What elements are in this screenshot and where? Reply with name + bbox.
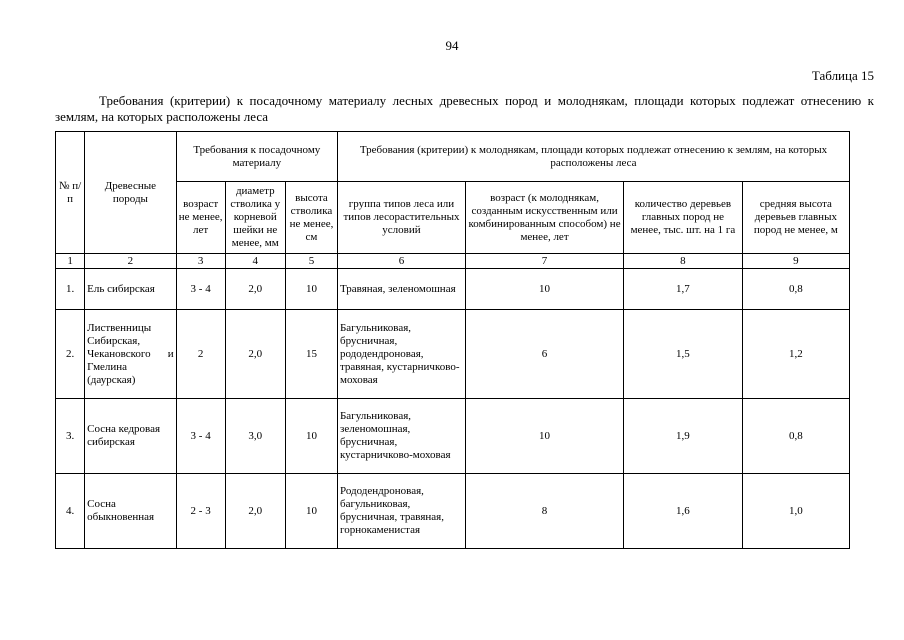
row-age: 3 - 4 bbox=[176, 399, 225, 474]
row-species: Ель сибирская bbox=[85, 269, 177, 310]
row-height: 15 bbox=[285, 310, 337, 399]
row-tree-count: 1,5 bbox=[624, 310, 743, 399]
column-number: 8 bbox=[624, 254, 743, 269]
row-diameter: 2,0 bbox=[225, 474, 285, 549]
row-height: 10 bbox=[285, 474, 337, 549]
row-young-age: 10 bbox=[465, 399, 623, 474]
row-age: 2 bbox=[176, 310, 225, 399]
column-number: 2 bbox=[85, 254, 177, 269]
header-tree-count: количество деревьев главных пород не менее, тыс. шт. на 1 га bbox=[624, 182, 743, 254]
row-young-age: 10 bbox=[465, 269, 623, 310]
row-avg-height: 1,0 bbox=[742, 474, 849, 549]
row-tree-count: 1,9 bbox=[624, 399, 743, 474]
row-species: Сосна обыкновенная bbox=[85, 474, 177, 549]
header-species: Древесные породы bbox=[85, 132, 177, 254]
column-number: 4 bbox=[225, 254, 285, 269]
table-row bbox=[56, 399, 850, 474]
header-num: № п/п bbox=[56, 132, 85, 254]
row-num: 3. bbox=[56, 399, 85, 474]
column-number: 3 bbox=[176, 254, 225, 269]
requirements-table bbox=[55, 131, 850, 549]
row-avg-height: 0,8 bbox=[742, 269, 849, 310]
column-number: 9 bbox=[742, 254, 849, 269]
header-young-group: Требования (критерии) к молоднякам, площади которых подлежат отнесению к землям, на которых расположены леса bbox=[337, 132, 849, 182]
header-young-age: возраст (к молоднякам, созданным искусственным или комбинированным способом) не менее, лет bbox=[465, 182, 623, 254]
row-num: 1. bbox=[56, 269, 85, 310]
row-species: Лиственницы Сибирская, Чекановского и Гмелина (даурская) bbox=[85, 310, 177, 399]
row-num: 2. bbox=[56, 310, 85, 399]
table-row bbox=[56, 474, 850, 549]
row-diameter: 2,0 bbox=[225, 269, 285, 310]
column-number: 7 bbox=[465, 254, 623, 269]
row-species: Сосна кедровая сибирская bbox=[85, 399, 177, 474]
column-number-row bbox=[56, 254, 850, 269]
row-num: 4. bbox=[56, 474, 85, 549]
row-forest-type: Травяная, зеленомошная bbox=[337, 269, 465, 310]
row-young-age: 8 bbox=[465, 474, 623, 549]
row-diameter: 2,0 bbox=[225, 310, 285, 399]
table-row bbox=[56, 310, 850, 399]
row-height: 10 bbox=[285, 269, 337, 310]
header-stem-height: высота стволика не менее, см bbox=[285, 182, 337, 254]
row-tree-count: 1,6 bbox=[624, 474, 743, 549]
row-age: 2 - 3 bbox=[176, 474, 225, 549]
row-tree-count: 1,7 bbox=[624, 269, 743, 310]
row-age: 3 - 4 bbox=[176, 269, 225, 310]
caption-text: Требования (критерии) к посадочному материалу лесных древесных пород и молоднякам, площади которых подлежат отнесению к землям, на которых расположены леса bbox=[55, 93, 874, 124]
table-row bbox=[56, 269, 850, 310]
table-caption bbox=[55, 93, 874, 125]
column-number: 6 bbox=[337, 254, 465, 269]
row-avg-height: 1,2 bbox=[742, 310, 849, 399]
header-forest-type: группа типов леса или типов лесорастительных условий bbox=[337, 182, 465, 254]
header-root-diameter: диаметр стволика у корневой шейки не менее, мм bbox=[225, 182, 285, 254]
row-avg-height: 0,8 bbox=[742, 399, 849, 474]
row-height: 10 bbox=[285, 399, 337, 474]
column-number: 1 bbox=[56, 254, 85, 269]
row-forest-type: Багульниковая, брусничная, рододендроновая, травяная, кустарничково-моховая bbox=[337, 310, 465, 399]
row-forest-type: Рододендроновая, багульниковая, брусничная, травяная, горнокаменистая bbox=[337, 474, 465, 549]
row-young-age: 6 bbox=[465, 310, 623, 399]
column-number: 5 bbox=[285, 254, 337, 269]
header-planting-group: Требования к посадочному материалу bbox=[176, 132, 337, 182]
page-number: 94 bbox=[445, 38, 459, 53]
header-age-min: возраст не менее, лет bbox=[176, 182, 225, 254]
header-avg-height: средняя высота деревьев главных пород не менее, м bbox=[742, 182, 849, 254]
row-forest-type: Багульниковая, зеленомошная, брусничная, кустарничково-моховая bbox=[337, 399, 465, 474]
row-diameter: 3,0 bbox=[225, 399, 285, 474]
table-label: Таблица 15 bbox=[811, 68, 874, 83]
